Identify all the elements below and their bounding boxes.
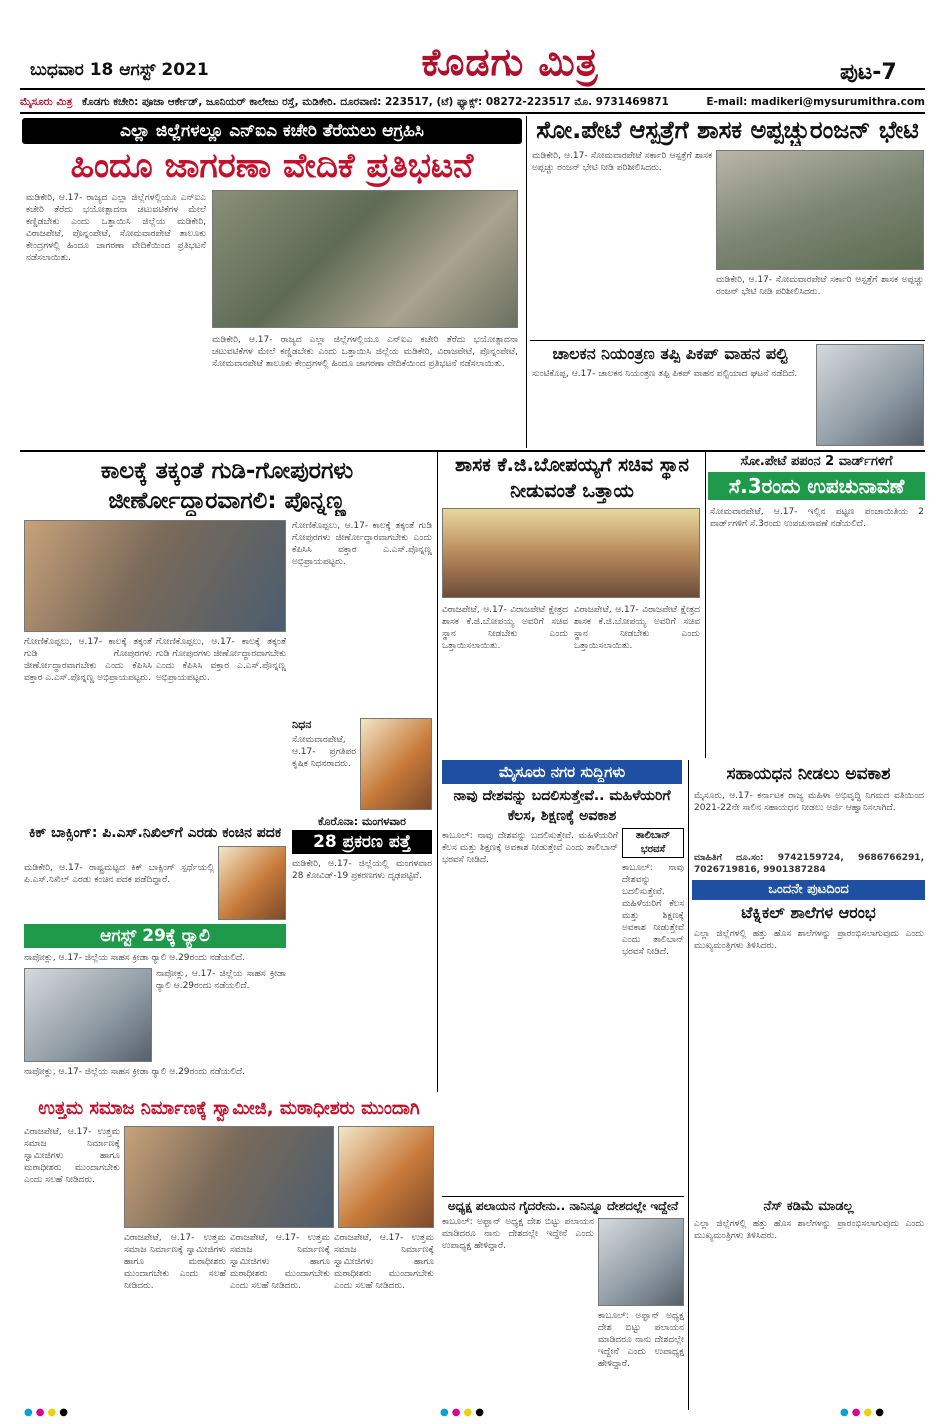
election-headline: ಸೆ.3ರಂದು ಉಪಚುನಾವಣೆ: [708, 472, 925, 500]
city-news-section: ಮೈಸೂರು ನಗರ ಸುದ್ದಿಗಳು: [442, 760, 682, 784]
print-marks: ●●●●: [840, 1407, 887, 1418]
covid-kicker: ಕೊರೊನಾ: ಮಂಗಳವಾರ: [318, 815, 406, 828]
technical-body: ಎಲ್ಲಾ ಜಿಲ್ಲೆಗಳಲ್ಲಿ ಹತ್ತು ಹೊಸ ಶಾಲೆಗಳನ್ನು ಪ್ರಾರಂಭಿಸಲಾಗುವುದು ಎಂದು ಮುಖ್ಯಮಂತ್ರಿಗಳು ತಿಳಿಸಿದರು.: [694, 929, 924, 951]
minister-photo: [442, 508, 700, 598]
contact-bar: [20, 92, 925, 112]
email-address: E-mail: madikeri@mysurumithra.com: [706, 96, 925, 108]
technical-kicker: ಒಂದನೇ ಪುಟದಿಂದ: [692, 880, 925, 900]
pickup-headline: ಚಾಲಕನ ನಿಯಂತ್ರಣ ತಪ್ಪಿ ಪಿಕಪ್ ವಾಹನ ಪಲ್ಟಿ: [552, 344, 788, 363]
hospital-headline: ಸೋ.ಪೇಟೆ ಆಸ್ಪತ್ರೆಗೆ ಶಾಸಕ ಅಪ್ಪಚ್ಚುರಂಜನ್ ಭೇಟಿ: [536, 116, 919, 144]
minister-body: ವಿರಾಜಪೇಟೆ, ಆ.17- ವಿರಾಜಪೇಟೆ ಕ್ಷೇತ್ರದ ಶಾಸಕ ಕೆ.ಜಿ.ಬೋಪಯ್ಯ ಅವರಿಗೆ ಸಚಿವ ಸ್ಥಾನ ನೀಡಬೇಕು ಎಂದು ಒತ್ತಾಯಿಸಲಾಯಿತು.: [442, 605, 568, 651]
kickbox-photo: [218, 846, 286, 920]
rally-intro: ನಾಪೋಕ್ಲು, ಆ.17- ಜಿಲ್ಲೆಯ ಸಾಹಸ ಕ್ರೀಡಾ ರ್‍ಯಾಲಿ ಆ.29ರಂದು ನಡೆಯಲಿದೆ.: [24, 953, 246, 963]
temple-body-cont: ಗೋಣಿಕೊಪ್ಪಲು, ಆ.17- ಕಾಲಕ್ಕೆ ತಕ್ಕಂತೆ ಗುಡಿ ಗೋಪುರಗಳು ಜೀರ್ಣೋದ್ಧಾರವಾಗಬೇಕು ಎಂದು ಕೆಪಿಸಿಸಿ ವಕ್ತಾರ ಎ.ಎಸ್.ಪೊನ್ನಣ್ಣ ಅಭಿಪ್ರಾಯಪಟ್ಟರು.: [156, 637, 286, 683]
technical-body-cont: ಎಲ್ಲಾ ಜಿಲ್ಲೆಗಳಲ್ಲಿ ಹತ್ತು ಹೊಸ ಶಾಲೆಗಳನ್ನು ಪ್ರಾರಂಭಿಸಲಾಗುವುದು ಎಂದು ಮುಖ್ಯಮಂತ್ರಿಗಳು ತಿಳಿಸಿದರು.: [694, 1219, 924, 1241]
print-marks: ●●●●: [440, 1407, 487, 1418]
taliban-tag: ತಾಲಿಬಾನ್ ಭರವಸೆ: [622, 828, 684, 858]
temple-body: ಗೋಣಿಕೊಪ್ಪಲು, ಆ.17- ಕಾಲಕ್ಕೆ ತಕ್ಕಂತೆ ಗುಡಿ ಗೋಪುರಗಳು ಜೀರ್ಣೋದ್ಧಾರವಾಗಬೇಕು ಎಂದು ಕೆಪಿಸಿಸಿ ವಕ್ತಾರ ಎ.ಎಸ್.ಪೊನ್ನಣ್ಣ ಅಭಿಪ್ರಾಯಪಟ್ಟರು.: [24, 637, 152, 683]
column-divider: [437, 452, 438, 1092]
afghan-body: ಕಾಬೂಲ್: ಅಫ್ಘಾನ್ ಅಧ್ಯಕ್ಷ ದೇಶ ಬಿಟ್ಟು ಪಲಾಯನ ಮಾಡಿದರೂ ನಾನು ದೇಶದಲ್ಲೇ ಇದ್ದೇನೆ ಎಂದು ಉಪಾಧ್ಯಕ್ಷ ಹೇಳಿದ್ದಾರೆ.: [442, 1217, 594, 1251]
nia-body: ಮಡಿಕೇರಿ, ಆ.17- ರಾಜ್ಯದ ಎಲ್ಲಾ ಜಿಲ್ಲೆಗಳಲ್ಲಿಯೂ ಎನ್‌ಐಎ ಕಚೇರಿ ತೆರೆದು ಭಯೋತ್ಪಾದನಾ ಚಟುವಟಿಕೆಗಳ ಮೇಲೆ ಕಣ್ಣಿಡಬೇಕು ಎಂದು ಒತ್ತಾಯಿಸಿ ಜಿಲ್ಲೆಯ ಮಡಿಕೇರಿ, ವಿರಾಜಪೇಟೆ, ಪೊನ್ನಂಪೇಟೆ, ಸೋಮವಾರಪೇಟೆ ತಾಲೂಕು ಕೇಂದ್ರಗಳಲ್ಲಿ ಹಿಂದೂ ಜಾಗರಣಾ ವೇದಿಕೆಯಿಂದ ಪ್ರತಿಭಟನೆ ನಡೆಸಲಾಯಿತು.: [26, 193, 206, 263]
assistance-headline: ಸಹಾಯಧನ ನೀಡಲು ಅವಕಾಶ: [726, 764, 891, 784]
pickup-photo: [816, 344, 924, 446]
taliban-body: ಕಾಬೂಲ್: ನಾವು ದೇಶವನ್ನು ಬದಲಿಸುತ್ತೇವೆ. ಮಹಿಳೆಯರಿಗೆ ಕೆಲಸ ಮತ್ತು ಶಿಕ್ಷಣಕ್ಕೆ ಅವಕಾಶ ನೀಡುತ್ತೇವೆ ಎಂದು ತಾಲಿಬಾನ್ ಭರವಸೆ ನೀಡಿದೆ.: [442, 831, 618, 865]
minister-body-cont: ವಿರಾಜಪೇಟೆ, ಆ.17- ವಿರಾಜಪೇಟೆ ಕ್ಷೇತ್ರದ ಶಾಸಕ ಕೆ.ಜಿ.ಬೋಪಯ್ಯ ಅವರಿಗೆ ಸಚಿವ ಸ್ಥಾನ ನೀಡಬೇಕು ಎಂದು ಒತ್ತಾಯಿಸಲಾಯಿತು.: [574, 605, 700, 651]
hospital-body: ಮಡಿಕೇರಿ, ಆ.17- ಸೋಮವಾರಪೇಟೆ ಸರ್ಕಾರಿ ಆಸ್ಪತ್ರೆಗೆ ಶಾಸಕ ಅಪ್ಪಚ್ಚು ರಂಜನ್ ಭೇಟಿ ನೀಡಿ ಪರಿಶೀಲಿಸಿದರು.: [532, 151, 712, 173]
protest-photo: [212, 190, 518, 328]
technical-headline: ಟೆಕ್ನಿಕಲ್ ಶಾಲೆಗಳ ಆರಂಭ: [741, 903, 876, 922]
election-body: ಸೋಮವಾರಪೇಟೆ, ಆ.17- ಇಲ್ಲಿನ ಪಟ್ಟಣ ಪಂಚಾಯಿತಿಯ 2 ವಾರ್ಡ್‌ಗಳಿಗೆ ಸೆ.3ರಂದು ಉಪಚುನಾವಣೆ ನಡೆಯಲಿದೆ.: [710, 507, 924, 529]
hospital-rule: [530, 340, 925, 341]
swamiji-photo-1: [124, 1126, 334, 1228]
pickup-body: ಸುಂಟಿಕೊಪ್ಪ, ಆ.17- ಚಾಲಕನ ನಿಯಂತ್ರಣ ತಪ್ಪಿ ಪಿಕಪ್ ವಾಹನ ಪಲ್ಟಿಯಾದ ಘಟನೆ ನಡೆದಿದೆ.: [532, 369, 798, 379]
nia-kicker: ಎಲ್ಲಾ ಜಿಲ್ಲೆಗಳಲ್ಲೂ ಎನ್‌ಐಎ ಕಚೇರಿ ತೆರೆಯಲು ಆಗ್ರಹಿಸಿ: [22, 118, 522, 144]
brand-name: ಮೈಸೂರು ಮಿತ್ರ: [20, 96, 73, 108]
afghan-photo: [598, 1218, 684, 1306]
obituary-body: ಸೋಮವಾರಪೇಟೆ, ಆ.17- ಪ್ರಗತಿಪರ ಕೃಷಿಕ ನಿಧನರಾದರು.: [292, 735, 356, 769]
swamiji-photo-2: [338, 1126, 434, 1228]
temple-photo: [24, 520, 286, 632]
masthead-logo: ಕೊಡಗು ಮಿತ್ರ: [421, 39, 599, 84]
page-number: ಪುಟ-7: [840, 60, 897, 85]
kickbox-headline: ಕಿಕ್ ಬಾಕ್ಸಿಂಗ್: ಪಿ.ಎಸ್.ನಿಖಿಲ್‌ಗೆ ಎರಡು ಕಂಚಿನ ಪದಕ: [28, 825, 282, 841]
taliban-headline: ನಾವು ದೇಶವನ್ನು ಬದಲಿಸುತ್ತೇವೆ.. ಮಹಿಳೆಯರಿಗೆ ಕೆಲಸ, ಶಿಕ್ಷಣಕ್ಕೆ ಅವಕಾಶ: [453, 788, 671, 824]
swamiji-body-cont2: ವಿರಾಜಪೇಟೆ, ಆ.17- ಉತ್ತಮ ಸಮಾಜ ನಿರ್ಮಾಣಕ್ಕೆ ಸ್ವಾಮೀಜಿಗಳು ಹಾಗೂ ಮಠಾಧೀಶರು ಮುಂದಾಗಬೇಕು ಎಂದು ಸಲಹೆ ನೀಡಿದರು.: [230, 1233, 330, 1291]
issue-date: ಬುಧವಾರ 18 ಆಗಸ್ಟ್ 2021: [30, 60, 209, 80]
column-divider: [688, 760, 689, 1410]
swamiji-body-cont: ವಿರಾಜಪೇಟೆ, ಆ.17- ಉತ್ತಮ ಸಮಾಜ ನಿರ್ಮಾಣಕ್ಕೆ ಸ್ವಾಮೀಜಿಗಳು ಹಾಗೂ ಮಠಾಧೀಶರು ಮುಂದಾಗಬೇಕು ಎಂದು ಸಲಹೆ ನೀಡಿದರು.: [124, 1233, 226, 1291]
covid-body: ಮಡಿಕೇರಿ, ಆ.17- ಜಿಲ್ಲೆಯಲ್ಲಿ ಮಂಗಳವಾರ 28 ಕೋವಿಡ್-19 ಪ್ರಕರಣಗಳು ದೃಢಪಟ್ಟಿವೆ.: [292, 859, 432, 881]
covid-headline: 28 ಪ್ರಕರಣ ಪತ್ತೆ: [292, 830, 432, 854]
afghan-headline: ಅಧ್ಯಕ್ಷ ಪಲಾಯನ ಗೈದರೇನು.. ನಾನಿನ್ನೂ ದೇಶದಲ್ಲೇ ಇದ್ದೇನೆ: [442, 1196, 684, 1215]
technical-subhead: ನೆಸ್ ಕಡಿಮೆ ಮಾಡಲ್ಲ: [763, 1199, 854, 1214]
obituary-title: ನಿಧನ: [292, 718, 312, 731]
rally-body: ನಾಪೋಕ್ಲು, ಆ.17- ಜಿಲ್ಲೆಯ ಸಾಹಸ ಕ್ರೀಡಾ ರ್‍ಯಾಲಿ ಆ.29ರಂದು ನಡೆಯಲಿದೆ.: [156, 969, 286, 991]
election-kicker: ಸೋ.ಪೇಟೆ ಪಪಂನ 2 ವಾರ್ಡ್‌ಗಳಿಗೆ: [740, 454, 893, 469]
afghan-body-cont: ಕಾಬೂಲ್: ಅಫ್ಘಾನ್ ಅಧ್ಯಕ್ಷ ದೇಶ ಬಿಟ್ಟು ಪಲಾಯನ ಮಾಡಿದರೂ ನಾನು ದೇಶದಲ್ಲೇ ಇದ್ದೇನೆ ಎಂದು ಉಪಾಧ್ಯಕ್ಷ ಹೇಳಿದ್ದಾರೆ.: [598, 1311, 684, 1369]
column-divider: [526, 116, 527, 448]
swamiji-headline: ಉತ್ತಮ ಸಮಾಜ ನಿರ್ಮಾಣಕ್ಕೆ ಸ್ವಾಮೀಜಿ, ಮಠಾಧೀಶರು ಮುಂದಾಗಿ: [38, 1098, 420, 1119]
taliban-body-cont: ಕಾಬೂಲ್: ನಾವು ದೇಶವನ್ನು ಬದಲಿಸುತ್ತೇವೆ. ಮಹಿಳೆಯರಿಗೆ ಕೆಲಸ ಮತ್ತು ಶಿಕ್ಷಣಕ್ಕೆ ಅವಕಾಶ ನೀಡುತ್ತೇವೆ ಎಂದು ತಾಲಿಬಾನ್ ಭರವಸೆ ನೀಡಿದೆ.: [622, 863, 684, 957]
swamiji-body: ವಿರಾಜಪೇಟೆ, ಆ.17- ಉತ್ತಮ ಸಮಾಜ ನಿರ್ಮಾಣಕ್ಕೆ ಸ್ವಾಮೀಜಿಗಳು ಹಾಗೂ ಮಠಾಧೀಶರು ಮುಂದಾಗಬೇಕು ಎಂದು ಸಲಹೆ ನೀಡಿದರು.: [24, 1127, 120, 1185]
rally-headline: ಆಗಸ್ಟ್ 29ಕ್ಕೆ ರ್‍ಯಾಲಿ: [24, 924, 286, 948]
column-divider: [705, 452, 706, 758]
rally-body-cont: ನಾಪೋಕ್ಲು, ಆ.17- ಜಿಲ್ಲೆಯ ಸಾಹಸ ಕ್ರೀಡಾ ರ್‍ಯಾಲಿ ಆ.29ರಂದು ನಡೆಯಲಿದೆ.: [24, 1067, 246, 1077]
temple-headline: ಕಾಲಕ್ಕೆ ತಕ್ಕಂತೆ ಗುಡಿ-ಗೋಪುರಗಳು ಜೀರ್ಣೋದ್ಧಾರವಾಗಲಿ: ಪೊನ್ನಣ್ಣ: [100, 458, 354, 514]
header-rule: [20, 88, 925, 90]
office-address: ಕೊಡಗು ಕಚೇರಿ: ಪೂಜಾ ಆರ್ಕೇಡ್, ಜೂನಿಯರ್ ಕಾಲೇಜು ರಸ್ತೆ, ಮಡಿಕೇರಿ. ದೂರವಾಣಿ: 223517, (ಟೆ) ಫ್ಯಾಕ್ಸ್: 08272-223517 ಮೊ. 9731469871: [82, 96, 669, 108]
kickbox-body: ಮಡಿಕೇರಿ, ಆ.17- ರಾಷ್ಟ್ರಮಟ್ಟದ ಕಿಕ್ ಬಾಕ್ಸಿಂಗ್ ಸ್ಪರ್ಧೆಯಲ್ಲಿ ಪಿ.ಎಸ್.ನಿಖಿಲ್ ಎರಡು ಕಂಚಿನ ಪದಕ ಪಡೆದಿದ್ದಾರೆ.: [24, 863, 214, 885]
hospital-photo: [716, 150, 924, 270]
swamiji-body-cont3: ವಿರಾಜಪೇಟೆ, ಆ.17- ಉತ್ತಮ ಸಮಾಜ ನಿರ್ಮಾಣಕ್ಕೆ ಸ್ವಾಮೀಜಿಗಳು ಹಾಗೂ ಮಠಾಧೀಶರು ಮುಂದಾಗಬೇಕು ಎಂದು ಸಲಹೆ ನೀಡಿದರು.: [334, 1233, 434, 1291]
print-marks: ●●●●: [24, 1407, 71, 1418]
minister-headline: ಶಾಸಕ ಕೆ.ಜಿ.ಬೋಪಯ್ಯಗೆ ಸಚಿವ ಸ್ಥಾನ ನೀಡುವಂತೆ ಒತ್ತಾಯ: [455, 454, 689, 502]
rally-photo: [24, 968, 152, 1062]
assistance-contact: ಮಾಹಿತಿಗೆ ದೂ.ಸಂ: 9742159724, 9686766291, 7026719816, 9901387284: [694, 853, 924, 875]
assistance-body: ಮೈಸೂರು, ಆ.17- ಕರ್ನಾಟಕ ರಾಜ್ಯ ಮಹಿಳಾ ಅಭಿವೃದ್ಧಿ ನಿಗಮದ ವತಿಯಿಂದ 2021-22ನೇ ಸಾಲಿನ ಸಹಾಯಧನ ನೀಡಲು ಅರ್ಜಿ ಆಹ್ವಾನಿಸಲಾಗಿದೆ.: [694, 791, 924, 813]
nia-body-cont: ಮಡಿಕೇರಿ, ಆ.17- ರಾಜ್ಯದ ಎಲ್ಲಾ ಜಿಲ್ಲೆಗಳಲ್ಲಿಯೂ ಎನ್‌ಐಎ ಕಚೇರಿ ತೆರೆದು ಭಯೋತ್ಪಾದನಾ ಚಟುವಟಿಕೆಗಳ ಮೇಲೆ ಕಣ್ಣಿಡಬೇಕು ಎಂದು ಒತ್ತಾಯಿಸಿ ಜಿಲ್ಲೆಯ ಮಡಿಕೇರಿ, ವಿರಾಜಪೇಟೆ, ಪೊನ್ನಂಪೇಟೆ, ಸೋಮವಾರಪೇಟೆ ತಾಲೂಕು ಕೇಂದ್ರಗಳಲ್ಲಿ ಹಿಂದೂ ಜಾಗರಣಾ ವೇದಿಕೆಯಿಂದ ಪ್ರತಿಭಟನೆ ನಡೆಸಲಾಯಿತು.: [212, 335, 518, 369]
obituary-photo: [360, 718, 432, 810]
hospital-body-cont: ಮಡಿಕೇರಿ, ಆ.17- ಸೋಮವಾರಪೇಟೆ ಸರ್ಕಾರಿ ಆಸ್ಪತ್ರೆಗೆ ಶಾಸಕ ಅಪ್ಪಚ್ಚು ರಂಜನ್ ಭೇಟಿ ನೀಡಿ ಪರಿಶೀಲಿಸಿದರು.: [716, 275, 924, 297]
nia-headline: ಹಿಂದೂ ಜಾಗರಣಾ ವೇದಿಕೆ ಪ್ರತಿಭಟನೆ: [70, 146, 474, 186]
temple-body-side: ಗೋಣಿಕೊಪ್ಪಲು, ಆ.17- ಕಾಲಕ್ಕೆ ತಕ್ಕಂತೆ ಗುಡಿ ಗೋಪುರಗಳು ಜೀರ್ಣೋದ್ಧಾರವಾಗಬೇಕು ಎಂದು ಕೆಪಿಸಿಸಿ ವಕ್ತಾರ ಎ.ಎಸ್.ಪೊನ್ನಣ್ಣ ಅಭಿಪ್ರಾಯಪಟ್ಟರು.: [292, 521, 432, 567]
